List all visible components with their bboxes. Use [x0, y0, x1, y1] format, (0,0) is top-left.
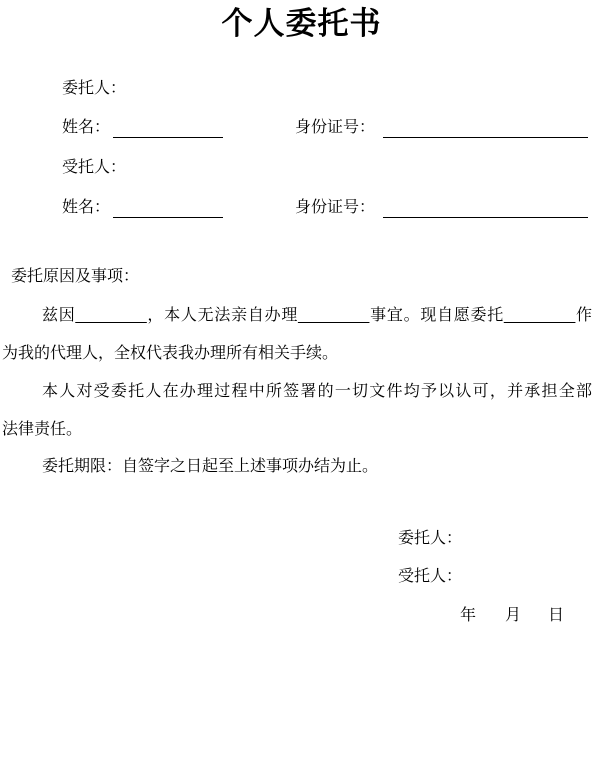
reason-paragraph1-line2: 为我的代理人，全权代表我办理所有相关手续。	[2, 345, 339, 362]
date-year-label: 年	[460, 607, 477, 624]
signature-principal-label: 委托人：	[398, 530, 463, 547]
reason-section-heading: 委托原因及事项：	[11, 268, 140, 285]
authorization-period-line: 委托期限：自签字之日起至上述事项办结为止。	[42, 458, 379, 475]
reason-paragraph1-line1: 兹因________，本人无法亲自办理________事宜。现自愿委托________作	[42, 307, 592, 324]
principal-section-label: 委托人：	[62, 80, 127, 97]
principal-name-blank[interactable]	[113, 118, 223, 138]
reason-paragraph2-line1: 本人对受委托人在办理过程中所签署的一切文件均予以认可，并承担全部	[42, 383, 592, 400]
reason-paragraph2-line2: 法律责任。	[2, 421, 83, 438]
trustee-section-label: 受托人：	[62, 159, 127, 176]
date-month-label: 月	[505, 607, 522, 624]
trustee-name-label: 姓名：	[62, 199, 111, 216]
signature-trustee-label: 受托人：	[398, 568, 463, 585]
principal-name-label: 姓名：	[62, 119, 111, 136]
date-day-label: 日	[548, 607, 565, 624]
principal-id-blank[interactable]	[383, 118, 588, 138]
trustee-id-blank[interactable]	[383, 198, 588, 218]
trustee-name-blank[interactable]	[113, 198, 223, 218]
principal-id-label: 身份证号：	[295, 119, 376, 136]
document-title: 个人委托书	[221, 6, 382, 41]
trustee-id-label: 身份证号：	[295, 199, 376, 216]
